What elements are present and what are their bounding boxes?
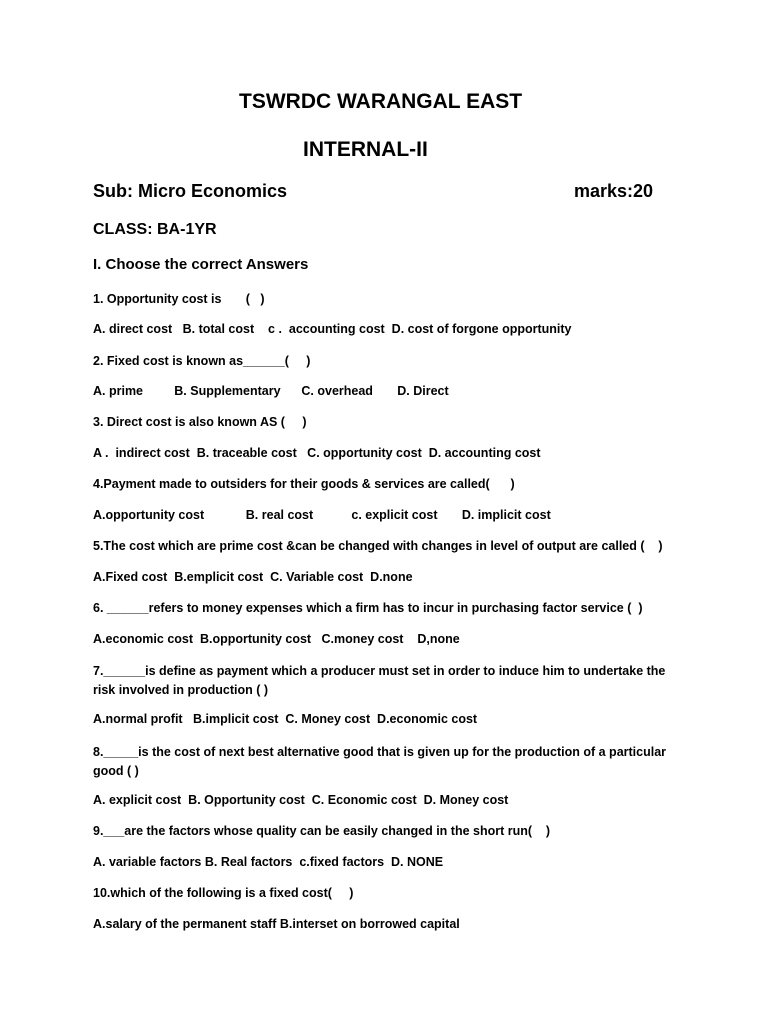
options-4: A.opportunity cost B. real cost c. explicit cost D. implicit cost	[93, 508, 551, 522]
question-2: 2. Fixed cost is known as______( )	[93, 354, 311, 368]
question-4: 4.Payment made to outsiders for their goods & services are called( )	[93, 477, 515, 491]
exam-title: INTERNAL-II	[303, 138, 428, 161]
question-6: 6. ______refers to money expenses which a firm has to incur in purchasing factor service ( )	[93, 601, 643, 615]
options-6: A.economic cost B.opportunity cost C.money cost D,none	[93, 632, 460, 646]
school-title: TSWRDC WARANGAL EAST	[239, 90, 523, 113]
options-9: A. variable factors B. Real factors c.fixed factors D. NONE	[93, 855, 444, 869]
question-3: 3. Direct cost is also known AS ( )	[93, 415, 307, 429]
question-8: 8._____is the cost of next best alternative good that is given up for the production of a particular good ( )	[93, 745, 667, 778]
question-1: 1. Opportunity cost is ( )	[93, 292, 265, 306]
question-7: 7.______is define as payment which a producer must set in order to induce him to undertake the risk involved in production ( )	[93, 664, 666, 697]
section-heading: I. Choose the correct Answers	[93, 256, 309, 273]
options-1: A. direct cost B. total cost c . accounting cost D. cost of forgone opportunity	[93, 322, 572, 336]
subject-line: Sub: Micro Economics	[93, 181, 288, 201]
options-2: A. prime B. Supplementary C. overhead D. Direct	[93, 384, 449, 398]
question-5: 5.The cost which are prime cost &can be changed with changes in level of output are called ( )	[93, 539, 663, 553]
options-5: A.Fixed cost B.emplicit cost C. Variable cost D.none	[93, 570, 413, 584]
options-3: A . indirect cost B. traceable cost C. opportunity cost D. accounting cost	[93, 446, 541, 460]
question-10: 10.which of the following is a fixed cost( )	[93, 886, 354, 900]
options-7: A.normal profit B.implicit cost C. Money cost D.economic cost	[93, 712, 478, 726]
marks-label: marks:20	[574, 181, 654, 201]
options-10: A.salary of the permanent staff B.interset on borrowed capital	[93, 917, 460, 931]
options-8: A. explicit cost B. Opportunity cost C. Economic cost D. Money cost	[93, 793, 509, 807]
question-9: 9.___are the factors whose quality can be easily changed in the short run( )	[93, 824, 551, 838]
class-line: CLASS: BA-1YR	[93, 221, 217, 238]
